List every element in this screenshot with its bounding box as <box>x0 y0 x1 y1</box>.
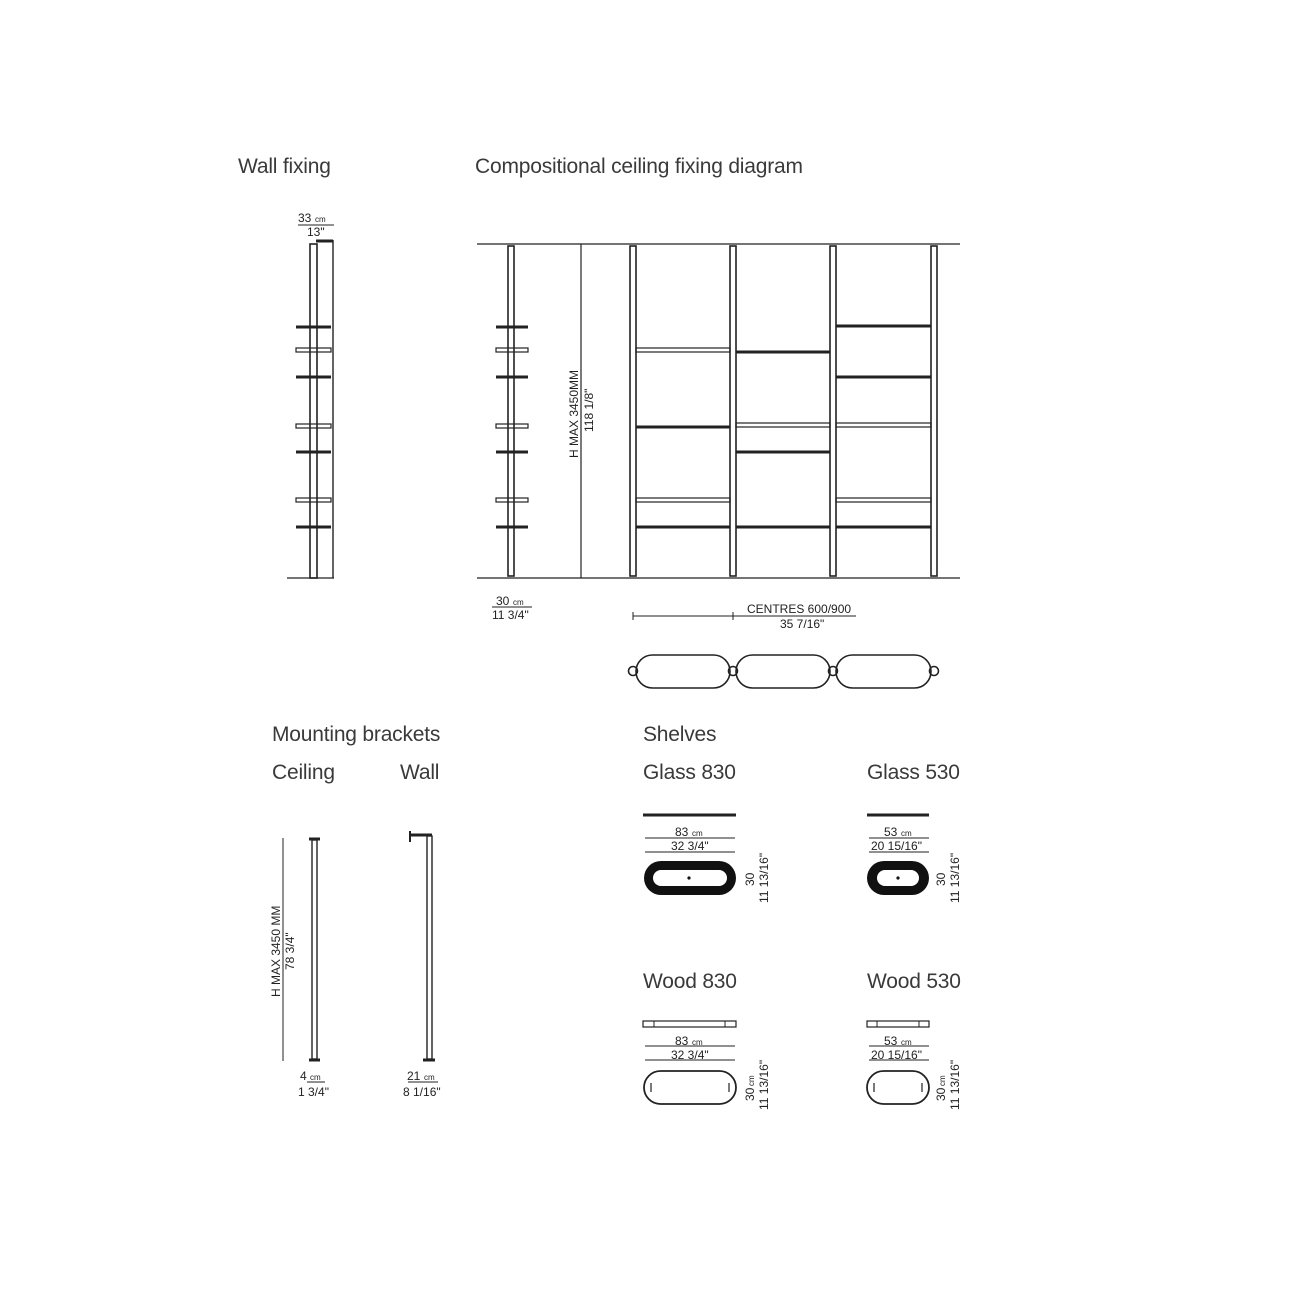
wall-depth-unit: cm <box>315 215 326 224</box>
wood-830-depth-in: 11 13/16" <box>757 1059 771 1110</box>
shelves-heading: Shelves <box>643 723 717 746</box>
wood-530-depth-in: 11 13/16" <box>948 1059 962 1110</box>
wall-bracket-unit: cm <box>424 1073 435 1082</box>
wall-fixing-drawing <box>287 225 334 578</box>
ceiling-bracket-width-cm: 4 <box>300 1069 307 1083</box>
glass-530-width-in: 20 15/16" <box>871 839 922 853</box>
glass-530-unit: cm <box>901 829 912 838</box>
glass-830-unit: cm <box>692 829 703 838</box>
wall-fixing-heading: Wall fixing <box>238 155 331 178</box>
centres-label: CENTRES 600/900 <box>747 602 852 616</box>
ceiling-diagram-drawing <box>477 244 960 620</box>
wood-830-shelf-drawing <box>643 1021 736 1104</box>
wood-530-heading: Wood 530 <box>867 970 961 993</box>
wood-530-width-cm: 53 <box>884 1034 898 1048</box>
ceiling-bracket-unit: cm <box>310 1073 321 1082</box>
mounting-brackets-heading: Mounting brackets <box>272 723 441 746</box>
ceiling-bracket-height: H MAX 3450 MM <box>269 905 283 997</box>
wall-depth-in: 13" <box>307 225 325 239</box>
ceiling-bracket-heading: Ceiling <box>272 761 335 784</box>
wall-bracket-drawing <box>408 831 438 1082</box>
wood-830-depth-unit: cm <box>747 1075 756 1086</box>
ceiling-depth-unit: cm <box>513 598 524 607</box>
ceiling-depth-in: 11 3/4" <box>492 608 529 622</box>
wood-530-unit: cm <box>901 1038 912 1047</box>
ceiling-bracket-width-in: 1 3/4" <box>298 1085 329 1099</box>
wood-530-width-in: 20 15/16" <box>871 1048 922 1062</box>
ceiling-bracket-height-inch: 78 3/4" <box>283 932 297 970</box>
glass-530-depth-cm: 30 <box>934 872 948 886</box>
glass-530-width-cm: 53 <box>884 825 898 839</box>
wood-830-heading: Wood 830 <box>643 970 737 993</box>
plan-view <box>629 655 939 688</box>
glass-830-heading: Glass 830 <box>643 761 736 784</box>
wood-830-depth-cm: 30 <box>743 1087 757 1101</box>
wall-depth-cm: 33 <box>298 211 312 225</box>
glass-830-shelf-drawing <box>643 815 736 895</box>
ceiling-depth-cm: 30 <box>496 594 510 608</box>
wall-bracket-heading: Wall <box>400 761 440 784</box>
wood-830-unit: cm <box>692 1038 703 1047</box>
wood-530-depth-cm: 30 <box>934 1087 948 1101</box>
glass-830-width-in: 32 3/4" <box>671 839 709 853</box>
wood-530-depth-unit: cm <box>938 1075 947 1086</box>
glass-830-depth-in: 11 13/16" <box>757 852 771 903</box>
wall-bracket-width-in: 8 1/16" <box>403 1085 441 1099</box>
glass-830-depth-cm: 30 <box>743 872 757 886</box>
glass-530-heading: Glass 530 <box>867 761 960 784</box>
wall-bracket-width-cm: 21 <box>407 1069 421 1083</box>
centres-inch: 35 7/16" <box>780 617 825 631</box>
height-max-inch: 118 1/8" <box>582 388 596 432</box>
wood-530-shelf-drawing <box>867 1021 929 1104</box>
glass-530-shelf-drawing <box>867 815 929 895</box>
height-max-label: H MAX 3450MM <box>567 369 581 458</box>
wood-830-width-cm: 83 <box>675 1034 689 1048</box>
ceiling-diagram-heading: Compositional ceiling fixing diagram <box>475 155 803 178</box>
glass-830-width-cm: 83 <box>675 825 689 839</box>
glass-530-depth-in: 11 13/16" <box>948 852 962 903</box>
wood-830-width-in: 32 3/4" <box>671 1048 709 1062</box>
